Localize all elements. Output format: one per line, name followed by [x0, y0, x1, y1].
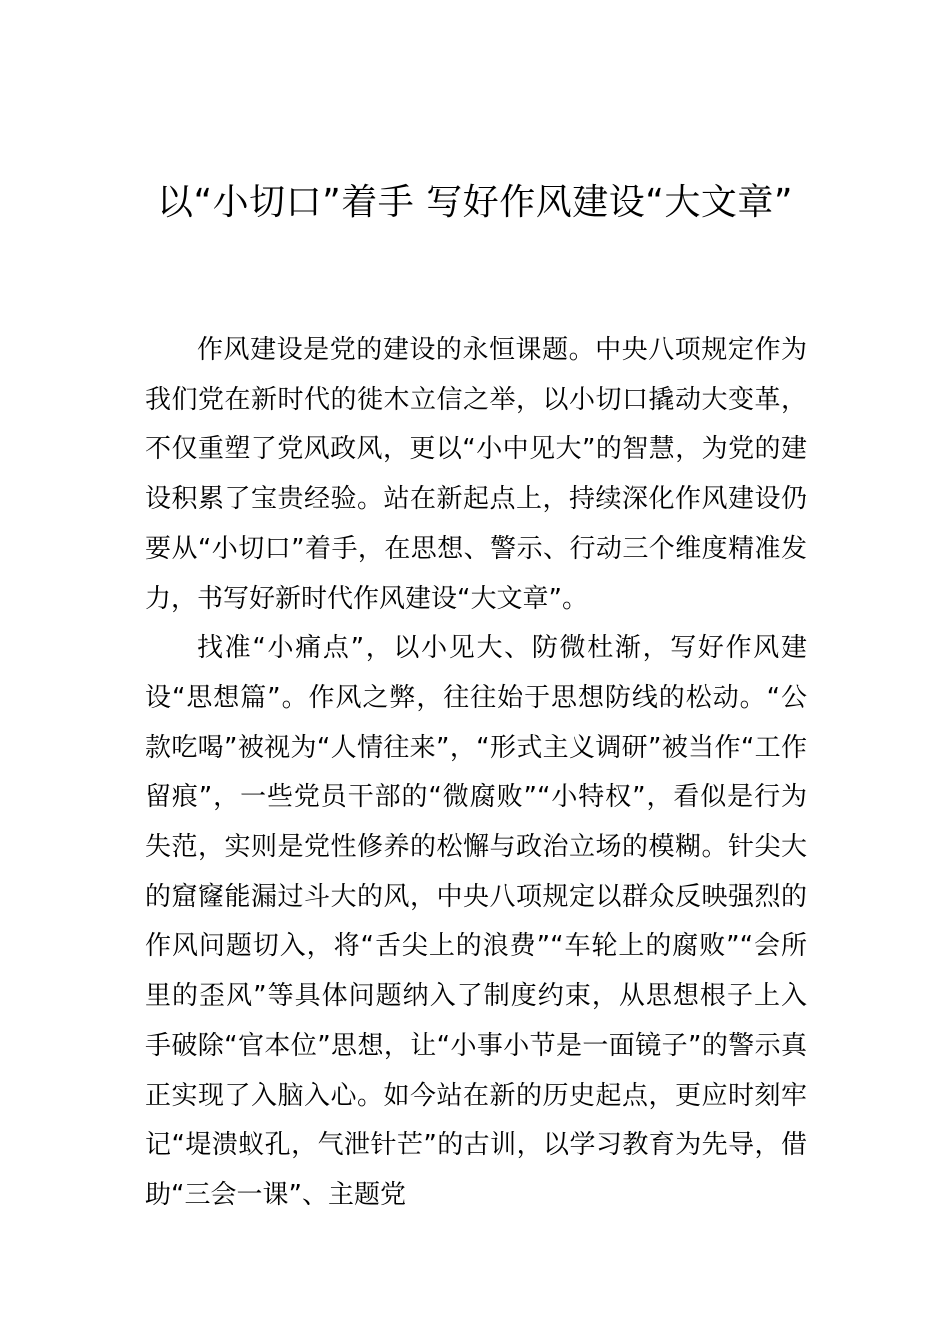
- document-title: 以“小切口”着手 写好作风建设“大文章”: [156, 182, 794, 223]
- paragraph-intro: 作风建设是党的建设的永恒课题。中央八项规定作为我们党在新时代的徙木立信之举，以小切口撬动大变革，不仅重塑了党风政风，更以“小中见大”的智慧，为党的建设积累了宝贵经验。站在新起点上，持续深化作风建设仍要从“小切口”着手，在思想、警示、行动三个维度精准发力，书写好新时代作风建设“大文章”。: [145, 335, 807, 614]
- document-body: [145, 326, 807, 1221]
- paragraph-thought-section: 找准“小痛点”，以小见大、防微杜渐，写好作风建设“思想篇”。作风之弊，往往始于思想防线的松动。“公款吃喝”被视为“人情往来”，“形式主义调研”被当作“工作留痕”，一些党员干部的“微腐败”“小特权”，看似是行为失范，实则是党性修养的松懈与政治立场的模糊。针尖大的窟窿能漏过斗大的风，中央八项规定以群众反映强烈的作风问题切入，将“舌尖上的浪费”“车轮上的腐败”“会所里的歪风”等具体问题纳入了制度约束，从思想根子上入手破除“官本位”思想，让“小事小节是一面镜子”的警示真正实现了入脑入心。如今站在新的历史起点，更应时刻牢记“堤溃蚁孔，气泄针芒”的古训，以学习教育为先导，借助“三会一课”、主题党: [145, 633, 807, 1210]
